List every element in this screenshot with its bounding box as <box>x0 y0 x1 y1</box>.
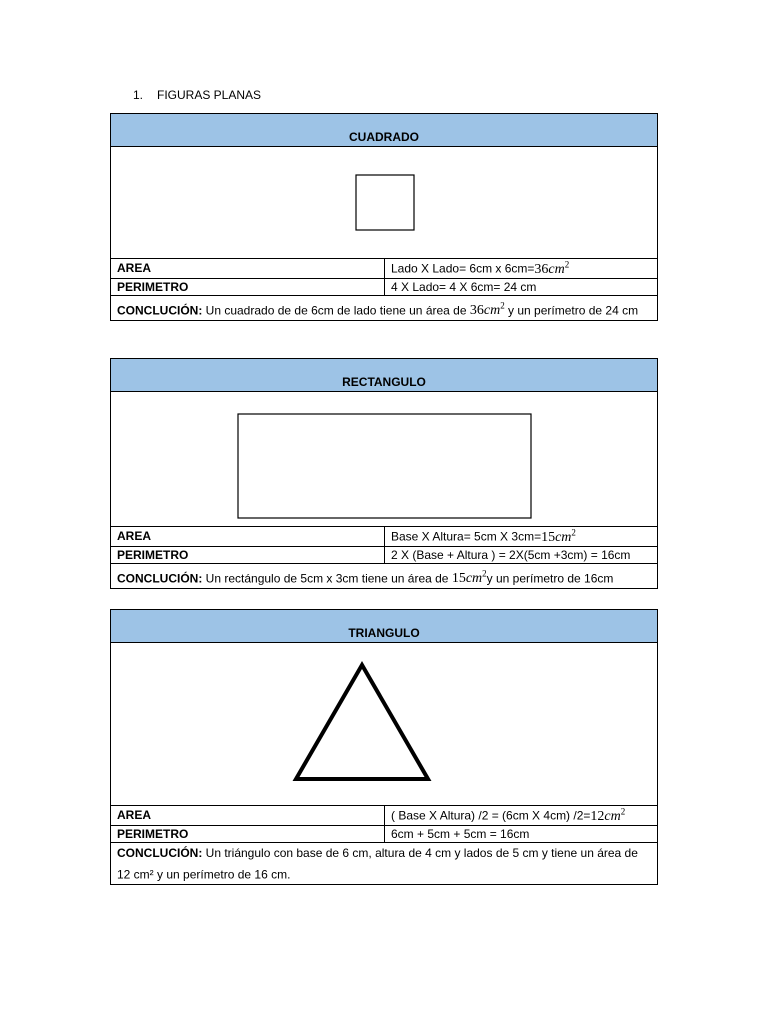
square-perimeter-label: PERIMETRO <box>111 278 385 295</box>
square-drawing-cell <box>111 147 658 259</box>
square-table <box>110 113 658 321</box>
rectangle-table <box>110 358 658 589</box>
square-conclusion: CONCLUCIÓN: Un cuadrado de de 6cm de lado tiene un área de $36cm^2$ y un perímetro de 24 cm <box>111 295 658 321</box>
rectangle-perimeter-label: PERIMETRO <box>111 546 385 563</box>
heading-text: FIGURAS PLANAS <box>157 88 262 102</box>
rectangle-area-label: AREA <box>111 527 385 547</box>
triangle-title: TRIANGULO <box>111 610 658 643</box>
triangle-figure <box>111 643 657 805</box>
triangle-perimeter-value: 6cm + 5cm + 5cm = 16cm <box>385 825 658 842</box>
triangle-conclusion: CONCLUCIÓN: Un triángulo con base de 6 cm, altura de 4 cm y lados de 5 cm y tiene un área de 12 cm² y un perímetro de 16 cm. <box>111 842 658 885</box>
square-title: CUADRADO <box>111 114 658 147</box>
heading-number: 1. <box>133 88 144 102</box>
rectangle-perimeter-value: 2 X (Base + Altura ) = 2X(5cm +3cm) = 16cm <box>385 546 658 563</box>
rectangle-figure <box>111 392 657 526</box>
square-perimeter-value: 4 X Lado= 4 X 6cm= 24 cm <box>385 278 658 295</box>
rectangle-title: RECTANGULO <box>111 359 658 392</box>
triangle-area-label: AREA <box>111 806 385 826</box>
square-area-value: Lado X Lado= 6cm x $6cm=36cm^2$ <box>385 259 658 279</box>
triangle-table <box>110 609 658 885</box>
rectangle-drawing-cell <box>111 392 658 527</box>
section-heading <box>133 88 261 102</box>
square-area-label: AREA <box>111 259 385 279</box>
triangle-drawing-cell <box>111 643 658 806</box>
square-figure <box>111 147 657 258</box>
rectangle-conclusion: CONCLUCIÓN: Un rectángulo de 5cm x 3cm tiene un área de $15cm^2y$ un perímetro de 16cm <box>111 563 658 589</box>
rectangle-area-value: Base X Altura= 5cm X $3cm=15cm^2$ <box>385 527 658 547</box>
triangle-area-value: ( Base X Altura) /2 = (6cm X 4cm) $/2=12cm^2$ <box>385 806 658 826</box>
triangle-perimeter-label: PERIMETRO <box>111 825 385 842</box>
